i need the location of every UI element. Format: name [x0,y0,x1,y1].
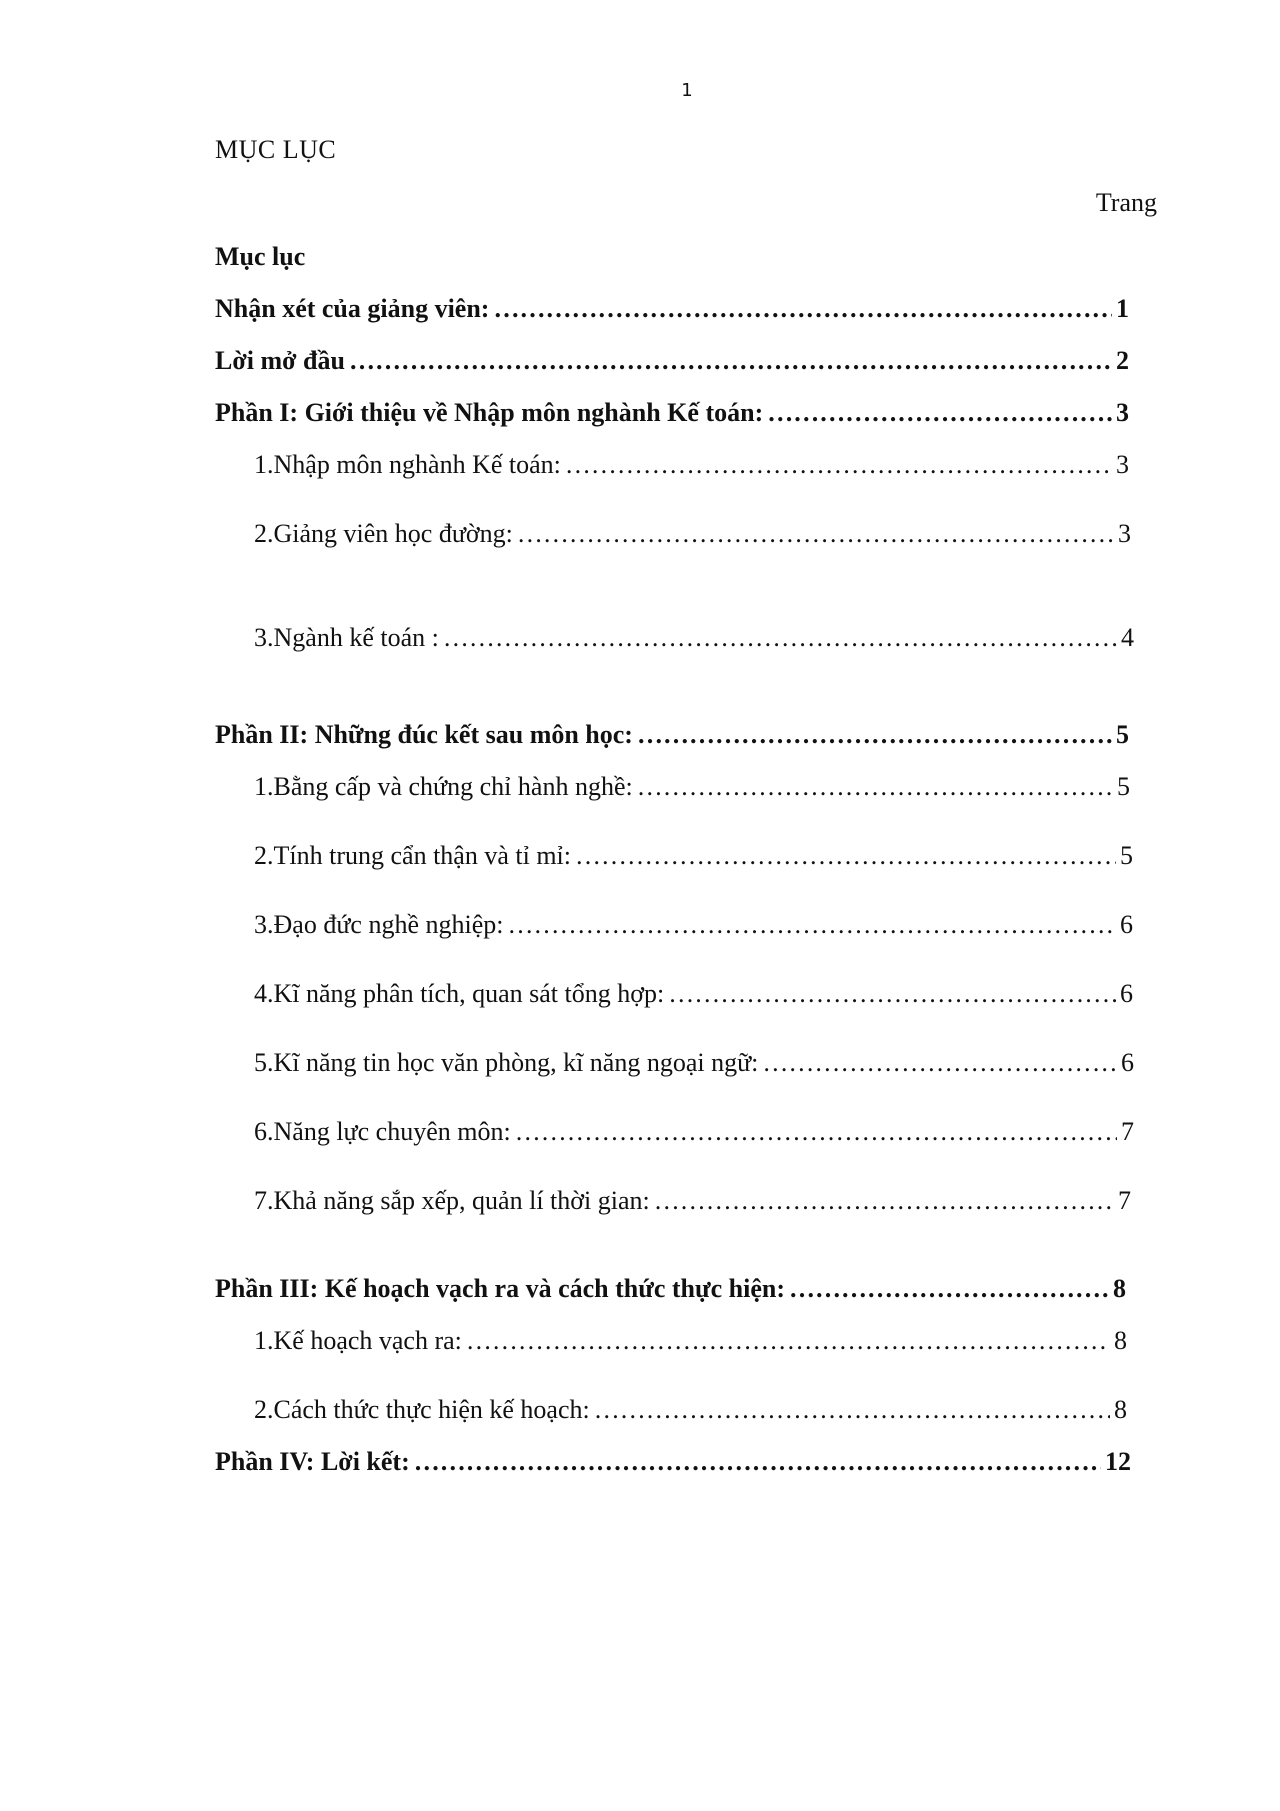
dot-leader [493,292,1112,326]
toc-subentry [254,621,1134,655]
toc-entry [215,718,1129,752]
toc-entry [215,344,1129,378]
dot-leader [637,718,1112,752]
toc-entry-title: Mục lục [215,242,306,271]
toc-subentry [254,1393,1127,1427]
toc-entry-number: 2. [254,1395,274,1424]
toc-entry-page: 2 [1116,346,1129,375]
toc-entry-title: Cách thức thực hiện kế hoạch: [273,1395,590,1424]
toc-entry-number: 6. [254,1117,274,1146]
toc-entry-number: 4. [254,979,274,1008]
toc-entry-title: Giảng viên học đường: [273,519,513,548]
toc-entry-page: 12 [1105,1447,1131,1476]
dot-leader [443,621,1117,655]
toc-entry-page: 4 [1121,623,1134,652]
page-column-label: Trang [1095,188,1157,217]
toc-entry-page: 8 [1113,1274,1126,1303]
toc-entry-title: Bằng cấp và chứng chỉ hành nghề: [273,772,633,801]
dot-leader [414,1445,1101,1479]
toc-entry-page: 8 [1114,1395,1127,1424]
dot-leader [507,908,1116,942]
toc-subentry [254,770,1130,804]
toc-entry [215,292,1129,326]
dot-leader [668,977,1116,1011]
toc-entry-title: Ngành kế toán : [273,623,439,652]
dot-leader [349,344,1112,378]
toc-subentry [254,1046,1134,1080]
toc-entry-title: Năng lực chuyên môn: [273,1117,511,1146]
dot-leader [565,448,1112,482]
toc-subentry [254,839,1133,873]
toc-entry [215,1445,1131,1479]
toc-entry-title: Phần III: Kế hoạch vạch ra và cách thức thực hiện: [215,1274,785,1303]
toc-entry-number: 5. [254,1048,274,1077]
toc-entry-page: 6 [1121,1048,1134,1077]
toc-entry [215,1272,1126,1306]
toc-entry-number: 7. [254,1186,274,1215]
toc-entry-title: Tính trung cẩn thận và tỉ mỉ: [273,841,571,870]
toc-subentry [254,517,1131,551]
dot-leader [515,1115,1117,1149]
toc-entry-page: 6 [1120,910,1133,939]
dot-leader [654,1184,1114,1218]
toc-entry-number: 1. [254,1326,274,1355]
toc-entry-page: 5 [1117,772,1130,801]
toc-entry-title: Phần IV: Lời kết: [215,1447,410,1476]
toc-entry-page: 5 [1120,841,1133,870]
dot-leader [637,770,1113,804]
toc-subentry [254,977,1133,1011]
toc-entry-title: Kế hoạch vạch ra: [273,1326,462,1355]
toc-entry-page: 3 [1118,519,1131,548]
toc-entry-number: 2. [254,841,274,870]
toc-entry-number: 3. [254,623,274,652]
toc-subentry [254,1184,1131,1218]
toc-entry-title: Khả năng sắp xếp, quản lí thời gian: [273,1186,650,1215]
dot-leader [517,517,1114,551]
toc-entry-page: 7 [1118,1186,1131,1215]
toc-subentry [254,1324,1127,1358]
dot-leader [767,396,1112,430]
toc-entry-page: 3 [1116,450,1129,479]
toc-entry [215,396,1129,430]
page-number: 1 [681,80,693,101]
toc-entry-page: 5 [1116,720,1129,749]
toc-entry-page: 6 [1120,979,1133,1008]
toc-entry-page: 7 [1121,1117,1134,1146]
toc-entry-title: Kĩ năng tin học văn phòng, kĩ năng ngoại ngữ: [273,1048,759,1077]
toc-entry-title: Phần II: Những đúc kết sau môn học: [215,720,633,749]
toc-subentry [254,1115,1134,1149]
toc-entry-title: Nhận xét của giảng viên: [215,294,490,323]
toc-entry-title: Đạo đức nghề nghiệp: [273,910,504,939]
toc-entry-number: 1. [254,450,274,479]
toc-entry-page: 1 [1116,294,1129,323]
toc-entry-page: 8 [1114,1326,1127,1355]
toc-subentry [254,448,1129,482]
toc-entry-title: Nhập môn nghành Kế toán: [273,450,561,479]
dot-leader [594,1393,1110,1427]
toc-entry-title: Lời mở đầu [215,346,345,375]
toc-heading: MỤC LỤC [215,135,337,164]
dot-leader [789,1272,1109,1306]
toc-entry-number: 1. [254,772,274,801]
toc-entry-number: 3. [254,910,274,939]
dot-leader [762,1046,1117,1080]
toc-entry-page: 3 [1116,398,1129,427]
toc-subentry [254,908,1133,942]
toc-entry-number: 2. [254,519,274,548]
toc-entry [215,240,305,274]
dot-leader [466,1324,1110,1358]
dot-leader [575,839,1116,873]
toc-entry-title: Kĩ năng phân tích, quan sát tổng hợp: [273,979,665,1008]
toc-entry-title: Phần I: Giới thiệu về Nhập môn nghành Kế toán: [215,398,764,427]
